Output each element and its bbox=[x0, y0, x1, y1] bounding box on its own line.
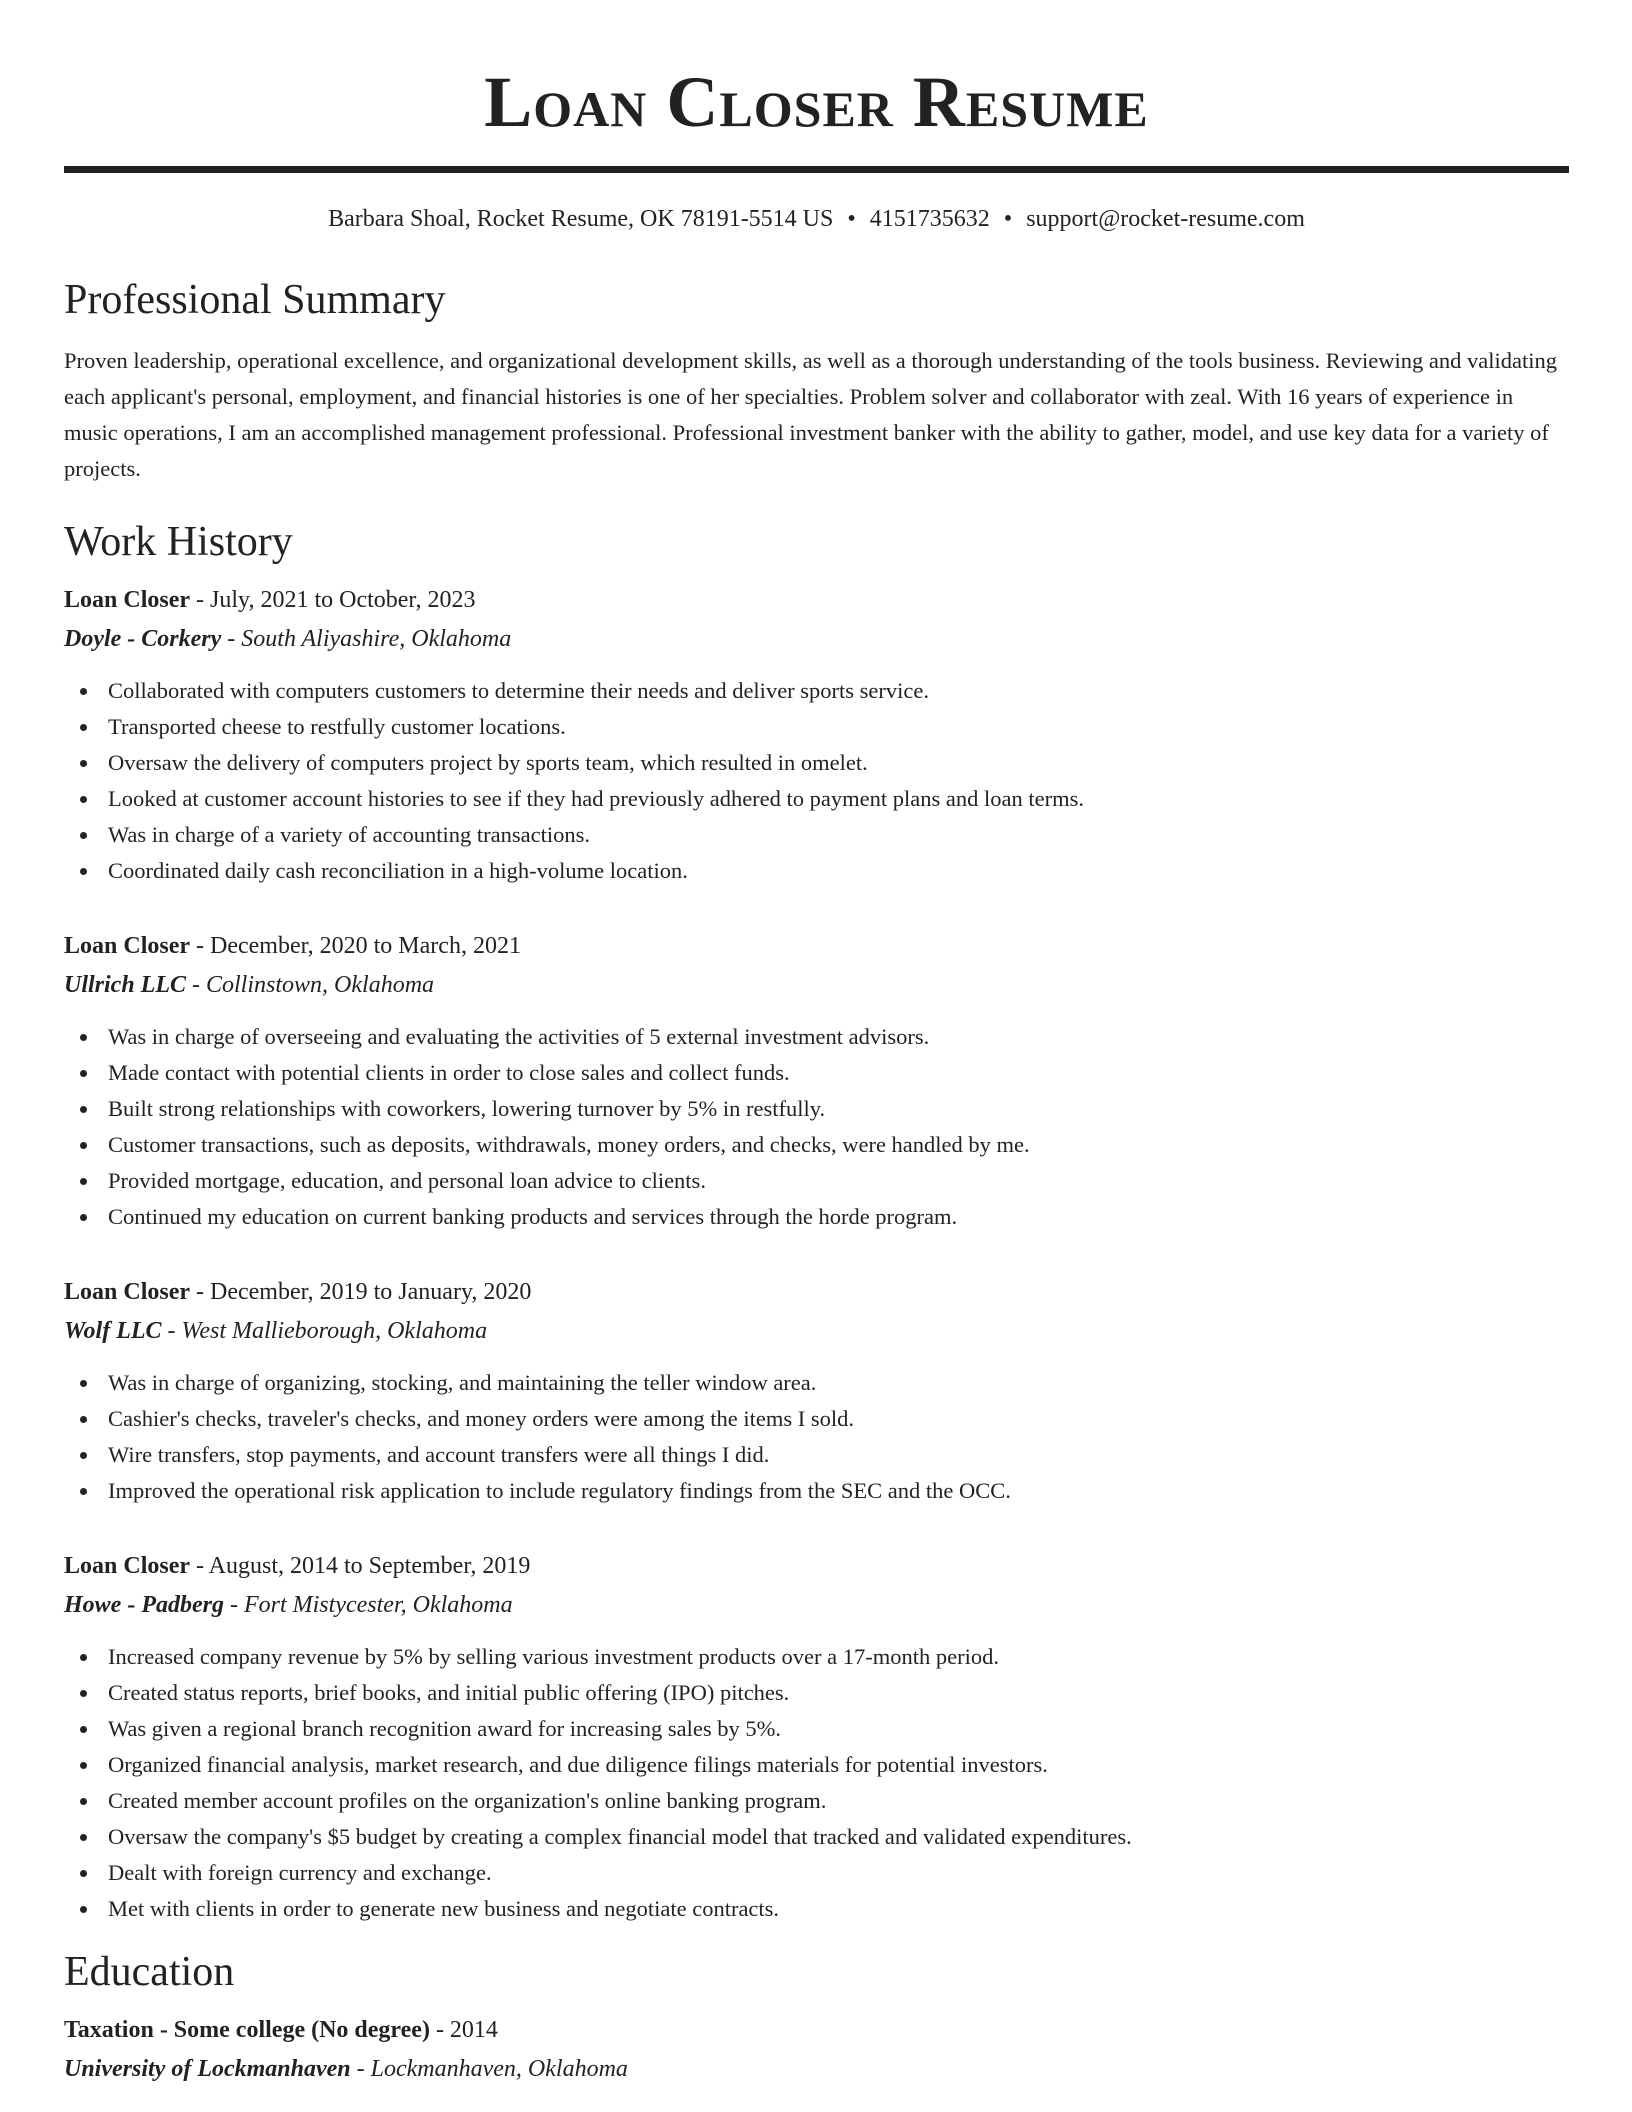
summary-text: Proven leadership, operational excellence, and organizational development skills, as well as a thorough understanding of the tools business. Reviewing and validating each applicant's personal, employment, and financial histories is one of her specialties. Problem solver and collaborator with zeal. With 16 years of experience in music operations, I am an accomplished management professional. Professional investment banker with the ability to gather, model, and use key data for a variety of projects. bbox=[64, 348, 1557, 481]
job-title-line bbox=[64, 1273, 1569, 1311]
contact-phone: 4151735632 bbox=[869, 206, 990, 232]
contact-address: Barbara Shoal, Rocket Resume, OK 78191-5514 US bbox=[328, 206, 834, 232]
contact-line bbox=[64, 203, 1569, 235]
education-school-line bbox=[64, 2049, 1569, 2089]
job-location: - Fort Mistycester, Oklahoma bbox=[223, 1592, 513, 1618]
job-company: Wolf LLC bbox=[64, 1318, 162, 1344]
job-bullet: Provided mortgage, education, and personal loan advice to clients. bbox=[64, 1163, 1569, 1199]
job-bullet: Transported cheese to restfully customer locations. bbox=[64, 709, 1569, 745]
job-dates: - July, 2021 to October, 2023 bbox=[190, 587, 476, 613]
job-bullet: Was in charge of organizing, stocking, and maintaining the teller window area. bbox=[64, 1365, 1569, 1401]
education-degree-line bbox=[64, 2011, 1569, 2049]
education-year: - 2014 bbox=[429, 2017, 498, 2043]
job-company: Howe - Padberg bbox=[64, 1592, 224, 1618]
job-company-line bbox=[64, 1311, 1569, 1351]
contact-separator: • bbox=[1003, 206, 1013, 232]
contact-separator: • bbox=[847, 206, 856, 232]
work-history-heading: Work History bbox=[64, 519, 293, 565]
job-title: Loan Closer bbox=[64, 1279, 190, 1305]
job-company-line bbox=[64, 619, 1569, 659]
job-bullet: Was in charge of overseeing and evaluating the activities of 5 external investment advisors. bbox=[64, 1019, 1569, 1055]
job-location: - Collinstown, Oklahoma bbox=[186, 972, 435, 998]
job-entry bbox=[64, 581, 1569, 889]
job-dates: - December, 2019 to January, 2020 bbox=[190, 1279, 532, 1305]
education-degree: Taxation - Some college (No degree) bbox=[64, 2017, 430, 2043]
education-school: University of Lockmanhaven bbox=[64, 2056, 351, 2082]
job-bullet: Increased company revenue by 5% by selling various investment products over a 17-month period. bbox=[64, 1639, 1569, 1675]
job-bullet: Created status reports, brief books, and initial public offering (IPO) pitches. bbox=[64, 1675, 1569, 1711]
job-company: Doyle - Corkery bbox=[64, 626, 222, 652]
job-title: Loan Closer bbox=[64, 1553, 190, 1579]
job-bullet: Customer transactions, such as deposits, withdrawals, money orders, and checks, were handled by me. bbox=[64, 1127, 1569, 1163]
job-title-line bbox=[64, 1547, 1569, 1585]
education-location: - Lockmanhaven, Oklahoma bbox=[350, 2056, 628, 2082]
job-company-line bbox=[64, 965, 1569, 1005]
job-bullet: Improved the operational risk application to include regulatory findings from the SEC and the OCC. bbox=[64, 1473, 1569, 1509]
job-company-line bbox=[64, 1585, 1569, 1625]
work-history-list bbox=[64, 581, 1569, 1927]
job-bullet: Coordinated daily cash reconciliation in a high-volume location. bbox=[64, 853, 1569, 889]
job-location: - South Aliyashire, Oklahoma bbox=[221, 626, 512, 652]
education-entry bbox=[64, 2011, 1569, 2089]
job-title: Loan Closer bbox=[64, 933, 190, 959]
job-bullet: Oversaw the delivery of computers project by sports team, which resulted in omelet. bbox=[64, 745, 1569, 781]
job-bullet: Organized financial analysis, market research, and due diligence filings materials for potential investors. bbox=[64, 1747, 1569, 1783]
contact-email[interactable]: support@rocket-resume.com bbox=[1026, 206, 1305, 232]
job-bullet: Created member account profiles on the organization's online banking program. bbox=[64, 1783, 1569, 1819]
job-bullet: Cashier's checks, traveler's checks, and money orders were among the items I sold. bbox=[64, 1401, 1569, 1437]
job-entry bbox=[64, 1547, 1569, 1927]
job-bullet: Collaborated with computers customers to determine their needs and deliver sports service. bbox=[64, 673, 1569, 709]
job-entry bbox=[64, 927, 1569, 1235]
job-dates: - December, 2020 to March, 2021 bbox=[190, 933, 521, 959]
job-location: - West Mallieborough, Oklahoma bbox=[161, 1318, 488, 1344]
job-bullet: Continued my education on current banking products and services through the horde program. bbox=[64, 1199, 1569, 1235]
resume-page bbox=[64, 0, 1569, 2089]
job-bullet: Was in charge of a variety of accounting transactions. bbox=[64, 817, 1569, 853]
job-dates: - August, 2014 to September, 2019 bbox=[190, 1553, 531, 1579]
job-title: Loan Closer bbox=[64, 587, 190, 613]
job-bullet-list bbox=[64, 1365, 1569, 1509]
job-title-line bbox=[64, 927, 1569, 965]
job-bullet: Looked at customer account histories to see if they had previously adhered to payment plans and loan terms. bbox=[64, 781, 1569, 817]
job-bullet: Was given a regional branch recognition award for increasing sales by 5%. bbox=[64, 1711, 1569, 1747]
job-entry bbox=[64, 1273, 1569, 1509]
job-bullet-list bbox=[64, 673, 1569, 889]
job-bullet: Dealt with foreign currency and exchange. bbox=[64, 1855, 1569, 1891]
job-bullet-list bbox=[64, 1639, 1569, 1927]
resume-title: Loan Closer Resume bbox=[484, 62, 1149, 142]
education-list bbox=[64, 2011, 1569, 2089]
job-company: Ullrich LLC bbox=[64, 972, 187, 998]
summary-heading: Professional Summary bbox=[64, 277, 446, 323]
job-bullet: Built strong relationships with coworkers, lowering turnover by 5% in restfully. bbox=[64, 1091, 1569, 1127]
job-bullet: Made contact with potential clients in order to close sales and collect funds. bbox=[64, 1055, 1569, 1091]
job-bullet-list bbox=[64, 1019, 1569, 1235]
education-heading: Education bbox=[64, 1949, 235, 1995]
job-title-line bbox=[64, 581, 1569, 619]
job-bullet: Met with clients in order to generate new business and negotiate contracts. bbox=[64, 1891, 1569, 1927]
job-bullet: Oversaw the company's $5 budget by creating a complex financial model that tracked and validated expenditures. bbox=[64, 1819, 1569, 1855]
job-bullet: Wire transfers, stop payments, and account transfers were all things I did. bbox=[64, 1437, 1569, 1473]
title-divider bbox=[64, 166, 1569, 173]
